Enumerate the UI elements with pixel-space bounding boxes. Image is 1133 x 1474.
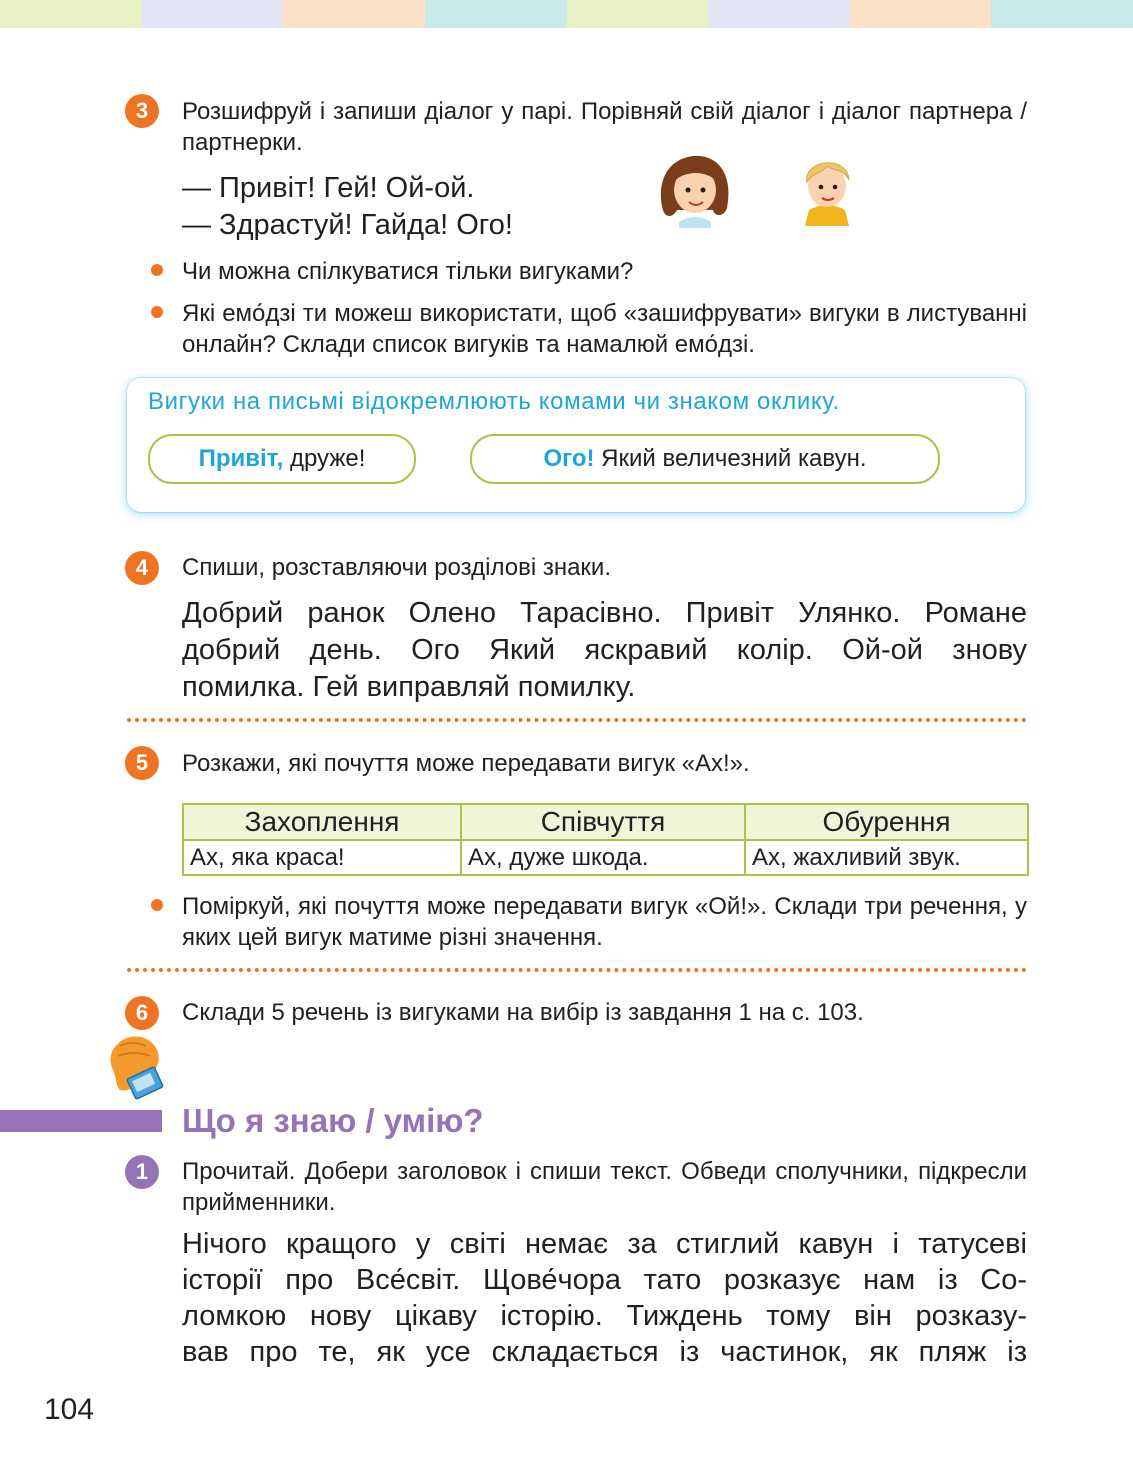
stripe-segment: [850, 0, 992, 28]
table-header: Обурення: [745, 804, 1028, 840]
stripe-segment: [425, 0, 567, 28]
task-3-instruction: Розшифруй і запиши діалог у парі. Порівняй свій діалог і діалог партнера / партнерки.: [182, 98, 1027, 156]
task-3-number: 3: [125, 94, 159, 128]
dialog-line: — Здрастуй! Гайда! Ого!: [182, 209, 513, 241]
rule-example-1: [148, 434, 416, 484]
section-task-1-number: 1: [125, 1155, 159, 1189]
stripe-segment: [991, 0, 1133, 28]
section-band: [0, 1110, 162, 1132]
boy-illustration: [795, 150, 859, 226]
table-cell: Ах, дуже шкода.: [461, 840, 745, 875]
section-text-line: Нічого кращого у світі немає за стиглий кавун і татусеві: [182, 1228, 1027, 1260]
table-header: Захоплення: [183, 804, 461, 840]
stripe-segment: [567, 0, 709, 28]
task-4-text-line: Добрий ранок Олено Тарасівно. Привіт Улянко. Романе: [182, 597, 1027, 629]
table-cell: Ах, яка краса!: [183, 840, 461, 875]
page-number: 104: [44, 1393, 95, 1426]
section-heading: Що я знаю / умію?: [182, 1102, 484, 1139]
top-color-stripe: [0, 0, 1133, 28]
task-5-number: 5: [125, 746, 159, 780]
example-highlight: Привіт,: [198, 445, 284, 472]
bullet-dot: [151, 899, 163, 911]
example-rest: Який величезний кавун.: [594, 445, 867, 472]
hand-notebook-icon: [104, 1032, 168, 1100]
section-text-line: вав про те, як усе складається із частинок, як пляж із: [182, 1336, 1027, 1368]
task-4-text-line: добрий день. Ого Який яскравий колір. Ой-ой знову: [182, 634, 1027, 666]
stripe-segment: [708, 0, 850, 28]
dotted-divider: [127, 718, 1027, 722]
table-header-row: [183, 804, 1028, 840]
table-header: Співчуття: [461, 804, 745, 840]
section-text-line: ломкою нову цікаву історію. Тиждень тому він розказу-: [182, 1300, 1027, 1332]
stripe-segment: [283, 0, 425, 28]
section-text-line: історії про Все́світ. Щове́чора тато розказує нам із Со-: [182, 1264, 1027, 1296]
bullet-dot: [151, 306, 163, 318]
task-5-bullet: Поміркуй, які почуття може передавати вигук «Ой!». Склади три речення, у яких цей вигук матиме різні значення.: [182, 893, 1027, 951]
table-row: [183, 840, 1028, 875]
rule-text: Вигуки на письмі відокремлюють комами чи знаком оклику.: [148, 388, 840, 415]
task-6-number: 6: [125, 996, 159, 1030]
dotted-divider: [127, 968, 1027, 972]
stripe-segment: [0, 0, 142, 28]
task-5-instruction: Розкажи, які почуття може передавати вигук «Ах!».: [182, 750, 750, 777]
task-6-instruction: Склади 5 речень із вигуками на вибір із завдання 1 на с. 103.: [182, 999, 864, 1026]
bullet-dot: [151, 264, 163, 276]
rule-example-2: [470, 434, 940, 484]
table-cell: Ах, жахливий звук.: [745, 840, 1028, 875]
feelings-table: [182, 803, 1029, 876]
task-3-dialog: [182, 170, 513, 244]
dialog-line: — Привіт! Гей! Ой-ой.: [182, 172, 475, 204]
task-3-bullet-1: Чи можна спілкуватися тільки вигуками?: [182, 258, 634, 285]
task-4-text-line: помилка. Гей виправляй помилку.: [182, 671, 636, 703]
task-4-number: 4: [125, 551, 159, 585]
task-4-instruction: Спиши, розставляючи розділові знаки.: [182, 554, 611, 581]
example-rest: друже!: [283, 445, 366, 472]
example-highlight: Ого!: [543, 445, 595, 472]
stripe-segment: [142, 0, 284, 28]
girl-illustration: [655, 148, 735, 228]
task-3-bullet-2: Які емо́дзі ти можеш використати, щоб «зашифрувати» вигуки в листуванні онлайн? Склади список вигуків та намалюй емо́дзі.: [182, 300, 1027, 358]
section-task-1-instruction: Прочитай. Добери заголовок і спиши текст. Обведи сполучники, підкресли прийменники.: [182, 1158, 1027, 1216]
